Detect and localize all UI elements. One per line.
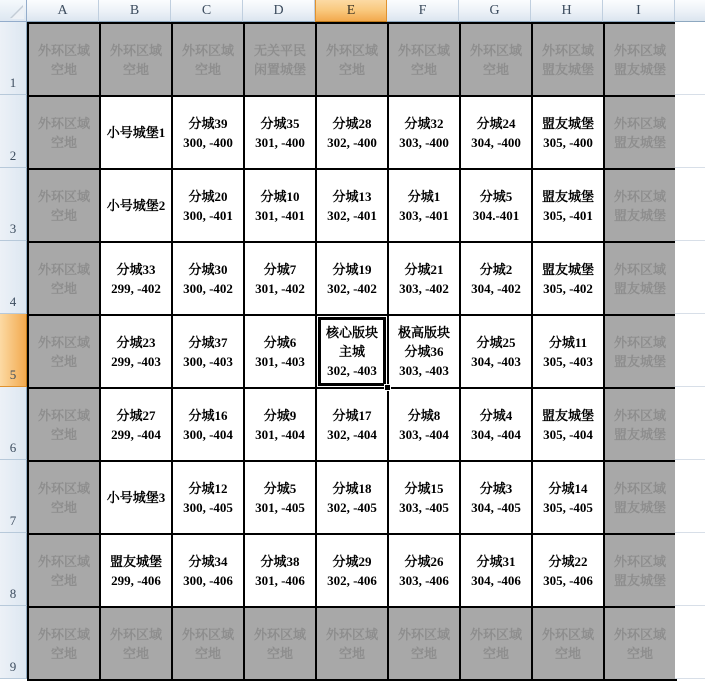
cell-J1[interactable] [675, 22, 705, 95]
cell-text: 外环区域 [253, 626, 306, 642]
cell-text: 空地 [482, 645, 509, 661]
cell-E9[interactable] [316, 607, 388, 680]
cell-E3[interactable] [316, 169, 388, 242]
cell-text: 空地 [50, 426, 77, 442]
cell-text: 304, -406 [471, 572, 521, 588]
cell-text: 盟友城堡 [613, 426, 666, 442]
cell-text: 分城35 [260, 115, 300, 131]
cell-text: 外环区域 [613, 42, 666, 58]
cell-A4[interactable] [28, 242, 100, 315]
cell-text: 盟友城堡 [613, 353, 666, 369]
cell-text: 301, -404 [255, 426, 305, 442]
cell-A5[interactable] [28, 315, 100, 388]
grid-table [27, 22, 677, 681]
cell-B5[interactable] [100, 315, 172, 388]
cell-text: 盟友城堡 [541, 261, 594, 277]
cell-I2[interactable] [604, 96, 676, 169]
cell-text: 分城37 [188, 334, 228, 350]
row-header-7[interactable]: 7 [0, 460, 27, 533]
cell-text: 外环区域 [325, 42, 378, 58]
cell-text: 外环区域 [37, 42, 90, 58]
cell-text: 299, -406 [111, 572, 161, 588]
cell-text: 302, -401 [327, 207, 377, 223]
cell-text: 分城34 [188, 553, 228, 569]
cell-text: 分城30 [188, 261, 228, 277]
cell-I5[interactable] [604, 315, 676, 388]
cell-F9[interactable] [388, 607, 460, 680]
column-header-A[interactable]: A [27, 0, 99, 22]
cell-text: 301, -400 [255, 134, 305, 150]
cell-text: 分城18 [332, 480, 372, 496]
cell-C3[interactable] [172, 169, 244, 242]
cell-text: 空地 [50, 61, 77, 77]
cell-text: 分城6 [263, 334, 297, 350]
row-header-3[interactable]: 3 [0, 168, 27, 241]
cell-text: 299, -402 [111, 280, 161, 296]
cell-J8[interactable] [675, 533, 705, 606]
cell-J3[interactable] [675, 168, 705, 241]
cell-E7[interactable] [316, 461, 388, 534]
cell-J9[interactable] [675, 606, 705, 679]
cell-text: 外环区域 [613, 261, 666, 277]
cell-text: 分城14 [548, 480, 588, 496]
cell-A3[interactable] [28, 169, 100, 242]
cell-C8[interactable] [172, 534, 244, 607]
cell-J5[interactable] [675, 314, 705, 387]
cell-text: 302, -404 [327, 426, 377, 442]
cell-F3[interactable] [388, 169, 460, 242]
cell-F6[interactable] [388, 388, 460, 461]
cell-text: 外环区域 [541, 626, 594, 642]
cell-text: 外环区域 [37, 553, 90, 569]
cell-A9[interactable] [28, 607, 100, 680]
cell-text: 盟友城堡 [541, 115, 594, 131]
cell-text: 305, -400 [543, 134, 593, 150]
cell-text: 外环区域 [613, 188, 666, 204]
cell-I7[interactable] [604, 461, 676, 534]
cell-text: 301, -403 [255, 353, 305, 369]
cell-text: 无关平民 [253, 42, 306, 58]
cell-text: 盟友城堡 [109, 553, 162, 569]
cell-text: 301, -406 [255, 572, 305, 588]
cell-text: 空地 [266, 645, 293, 661]
cell-text: 分城39 [188, 115, 228, 131]
cell-C1[interactable] [172, 23, 244, 96]
cell-text: 301, -405 [255, 499, 305, 515]
cell-text: 空地 [50, 572, 77, 588]
cell-text: 分城19 [332, 261, 372, 277]
column-header-B[interactable]: B [99, 0, 171, 22]
cell-text: 外环区域 [181, 42, 234, 58]
cell-text: 外环区域 [37, 626, 90, 642]
cell-I1[interactable] [604, 23, 676, 96]
cell-E8[interactable] [316, 534, 388, 607]
cell-text: 外环区域 [613, 480, 666, 496]
cell-I9[interactable] [604, 607, 676, 680]
cell-G2[interactable] [460, 96, 532, 169]
cell-text: 外环区域 [325, 626, 378, 642]
cell-text: 外环区域 [109, 42, 162, 58]
cell-D9[interactable] [244, 607, 316, 680]
cell-J6[interactable] [675, 387, 705, 460]
cell-text: 分城23 [116, 334, 156, 350]
cell-D1[interactable] [244, 23, 316, 96]
cell-text: 305, -405 [543, 499, 593, 515]
cell-G1[interactable] [460, 23, 532, 96]
table-row [28, 534, 676, 607]
cell-text: 外环区域 [181, 626, 234, 642]
cell-text: 空地 [194, 645, 221, 661]
select-all-triangle-icon [11, 6, 24, 19]
table-row [28, 315, 676, 388]
cell-text: 304.-401 [472, 207, 520, 223]
table-row [28, 461, 676, 534]
cell-text: 304, -404 [471, 426, 521, 442]
cell-text: 305, -406 [543, 572, 593, 588]
cell-D4[interactable] [244, 242, 316, 315]
cell-D3[interactable] [244, 169, 316, 242]
cell-text: 305, -404 [543, 426, 593, 442]
cell-D8[interactable] [244, 534, 316, 607]
cell-E4[interactable] [316, 242, 388, 315]
cell-text: 303, -406 [399, 572, 449, 588]
cell-text: 305, -401 [543, 207, 593, 223]
cell-G7[interactable] [460, 461, 532, 534]
cell-I4[interactable] [604, 242, 676, 315]
cell-text: 302, -406 [327, 572, 377, 588]
cell-text: 302, -405 [327, 499, 377, 515]
cell-text: 盟友城堡 [613, 61, 666, 77]
cell-H4[interactable] [532, 242, 604, 315]
cell-text: 分城28 [332, 115, 372, 131]
cell-text: 分城16 [188, 407, 228, 423]
cell-text: 外环区域 [37, 480, 90, 496]
cell-text: 外环区域 [613, 626, 666, 642]
cell-text: 302, -400 [327, 134, 377, 150]
cell-text: 303, -404 [399, 426, 449, 442]
cell-text: 盟友城堡 [613, 280, 666, 296]
column-header-D[interactable]: D [243, 0, 315, 22]
cell-text: 小号城堡1 [106, 125, 166, 140]
cell-text: 301, -401 [255, 207, 305, 223]
cell-B7[interactable] [100, 461, 172, 534]
cell-E1[interactable] [316, 23, 388, 96]
cell-text: 分城33 [116, 261, 156, 277]
cell-text: 盟友城堡 [541, 407, 594, 423]
cell-A8[interactable] [28, 534, 100, 607]
cell-text: 外环区域 [613, 407, 666, 423]
cell-H9[interactable] [532, 607, 604, 680]
cell-C2[interactable] [172, 96, 244, 169]
table-row [28, 169, 676, 242]
cell-text: 空地 [410, 61, 437, 77]
cell-text: 分城3 [479, 480, 513, 496]
cell-text: 299, -404 [111, 426, 161, 442]
cell-I3[interactable] [604, 169, 676, 242]
cell-text: 外环区域 [109, 626, 162, 642]
column-header-I[interactable]: I [603, 0, 675, 22]
cell-text: 空地 [50, 353, 77, 369]
cell-text: 分城11 [548, 334, 588, 350]
cell-text: 303, -401 [399, 207, 449, 223]
cell-G8[interactable] [460, 534, 532, 607]
cell-H8[interactable] [532, 534, 604, 607]
cell-text: 301, -402 [255, 280, 305, 296]
cell-C9[interactable] [172, 607, 244, 680]
table-row [28, 388, 676, 461]
cell-A1[interactable] [28, 23, 100, 96]
cell-G9[interactable] [460, 607, 532, 680]
cell-text: 空地 [410, 645, 437, 661]
column-header-partial[interactable] [675, 0, 705, 22]
cell-text: 305, -402 [543, 280, 593, 296]
column-headers [27, 0, 705, 22]
cell-text: 分城38 [260, 553, 300, 569]
cell-text: 分城32 [404, 115, 444, 131]
cell-text: 空地 [122, 61, 149, 77]
cell-text: 分城25 [476, 334, 516, 350]
cell-D7[interactable] [244, 461, 316, 534]
cell-I6[interactable] [604, 388, 676, 461]
cell-F8[interactable] [388, 534, 460, 607]
cell-text: 外环区域 [613, 115, 666, 131]
cell-text: 盟友城堡 [613, 572, 666, 588]
cell-text: 分城36 [404, 344, 444, 359]
cell-text: 空地 [50, 499, 77, 515]
cell-B2[interactable] [100, 96, 172, 169]
table-row [28, 242, 676, 315]
cell-text: 分城2 [479, 261, 513, 277]
cell-E5[interactable] [316, 315, 388, 388]
cell-text: 外环区域 [37, 407, 90, 423]
cell-text: 分城31 [476, 553, 516, 569]
cell-text: 空地 [338, 645, 365, 661]
cell-F1[interactable] [388, 23, 460, 96]
cell-D5[interactable] [244, 315, 316, 388]
cell-text: 空地 [554, 645, 581, 661]
cell-text: 外环区域 [469, 42, 522, 58]
cell-text: 分城12 [188, 480, 228, 496]
cell-text: 303, -402 [399, 280, 449, 296]
cell-text: 分城7 [263, 261, 297, 277]
cell-text: 304, -402 [471, 280, 521, 296]
cell-text: 分城13 [332, 188, 372, 204]
cell-F7[interactable] [388, 461, 460, 534]
cell-text: 300, -405 [183, 499, 233, 515]
cell-text: 300, -403 [183, 353, 233, 369]
cell-text: 分城8 [407, 407, 441, 423]
cell-text: 分城5 [263, 480, 297, 496]
cell-B8[interactable] [100, 534, 172, 607]
cell-B9[interactable] [100, 607, 172, 680]
column-header-H[interactable]: H [531, 0, 603, 22]
cell-B3[interactable] [100, 169, 172, 242]
grid-body [28, 23, 676, 680]
cell-text: 盟友城堡 [541, 61, 594, 77]
cell-D2[interactable] [244, 96, 316, 169]
cell-text: 分城24 [476, 115, 516, 131]
table-row [28, 607, 676, 680]
cell-text: 盟友城堡 [613, 207, 666, 223]
cell-D6[interactable] [244, 388, 316, 461]
cell-F5[interactable] [388, 315, 460, 388]
column-header-C[interactable]: C [171, 0, 243, 22]
cell-C4[interactable] [172, 242, 244, 315]
table-row [28, 96, 676, 169]
cell-text: 302, -403 [327, 363, 377, 378]
cell-H1[interactable] [532, 23, 604, 96]
cell-text: 分城4 [479, 407, 513, 423]
cell-A7[interactable] [28, 461, 100, 534]
cell-text: 空地 [50, 207, 77, 223]
row-header-5[interactable]: 5 [0, 314, 27, 387]
row-header-9[interactable]: 9 [0, 606, 27, 679]
cell-F4[interactable] [388, 242, 460, 315]
cell-text: 302, -402 [327, 280, 377, 296]
row-headers [0, 22, 27, 679]
cell-G4[interactable] [460, 242, 532, 315]
cell-text: 空地 [50, 645, 77, 661]
cell-C6[interactable] [172, 388, 244, 461]
cell-I8[interactable] [604, 534, 676, 607]
cell-text: 外环区域 [613, 334, 666, 350]
cell-text: 空地 [626, 645, 653, 661]
cell-text: 空地 [194, 61, 221, 77]
cell-text: 外环区域 [469, 626, 522, 642]
cell-text: 盟友城堡 [613, 499, 666, 515]
cell-text: 分城9 [263, 407, 297, 423]
cell-text: 分城10 [260, 188, 300, 204]
cell-text: 299, -403 [111, 353, 161, 369]
cell-text: 分城20 [188, 188, 228, 204]
column-header-E[interactable]: E [315, 0, 387, 22]
cell-text: 300, -404 [183, 426, 233, 442]
cell-text: 外环区域 [613, 553, 666, 569]
cell-text: 外环区域 [37, 334, 90, 350]
cell-text: 304, -403 [471, 353, 521, 369]
cell-G5[interactable] [460, 315, 532, 388]
cell-text: 分城22 [548, 553, 588, 569]
cell-text: 分城5 [479, 188, 513, 204]
cell-J7[interactable] [675, 460, 705, 533]
cell-H2[interactable] [532, 96, 604, 169]
cell-text: 空地 [50, 280, 77, 296]
cell-text: 空地 [122, 645, 149, 661]
table-row [28, 23, 676, 96]
cell-F2[interactable] [388, 96, 460, 169]
row-header-8[interactable]: 8 [0, 533, 27, 606]
cell-text: 分城17 [332, 407, 372, 423]
cell-text: 外环区域 [37, 115, 90, 131]
cell-text: 分城21 [404, 261, 444, 277]
cell-text: 外环区域 [397, 626, 450, 642]
cell-text: 小号城堡3 [106, 490, 166, 505]
cell-text: 分城27 [116, 407, 156, 423]
cell-text: 闲置城堡 [253, 61, 306, 77]
partial-column-j [675, 22, 705, 679]
cell-text: 300, -401 [183, 207, 233, 223]
cell-H3[interactable] [532, 169, 604, 242]
row-header-6[interactable]: 6 [0, 387, 27, 460]
cell-text: 极高版块 [397, 325, 450, 340]
column-header-F[interactable]: F [387, 0, 459, 22]
cell-text: 外环区域 [37, 261, 90, 277]
row-header-1[interactable]: 1 [0, 22, 27, 95]
cell-text: 空地 [482, 61, 509, 77]
cell-text: 分城15 [404, 480, 444, 496]
row-header-4[interactable]: 4 [0, 241, 27, 314]
cell-J2[interactable] [675, 95, 705, 168]
row-header-2[interactable]: 2 [0, 95, 27, 168]
cell-text: 304, -405 [471, 499, 521, 515]
cell-B6[interactable] [100, 388, 172, 461]
cell-text: 空地 [50, 134, 77, 150]
cell-text: 305, -403 [543, 353, 593, 369]
cell-text: 304, -400 [471, 134, 521, 150]
cell-text: 300, -400 [183, 134, 233, 150]
cell-text: 300, -406 [183, 572, 233, 588]
cell-text: 分城29 [332, 553, 372, 569]
cell-text: 分城26 [404, 553, 444, 569]
cell-G6[interactable] [460, 388, 532, 461]
cell-text: 小号城堡2 [106, 198, 166, 213]
cell-H6[interactable] [532, 388, 604, 461]
cell-E6[interactable] [316, 388, 388, 461]
cell-text: 核心版块 [325, 325, 378, 340]
cell-text: 分城1 [407, 188, 441, 204]
cell-B4[interactable] [100, 242, 172, 315]
cell-text: 303, -400 [399, 134, 449, 150]
cell-E2[interactable] [316, 96, 388, 169]
column-header-G[interactable]: G [459, 0, 531, 22]
cell-text: 303, -405 [399, 499, 449, 515]
cell-H5[interactable] [532, 315, 604, 388]
cell-A2[interactable] [28, 96, 100, 169]
cell-C5[interactable] [172, 315, 244, 388]
cell-text: 外环区域 [37, 188, 90, 204]
select-all-button[interactable] [0, 0, 27, 22]
cell-text: 盟友城堡 [613, 134, 666, 150]
cell-text: 303, -403 [399, 363, 449, 378]
cell-text: 300, -402 [183, 280, 233, 296]
cell-G3[interactable] [460, 169, 532, 242]
cell-text: 外环区域 [541, 42, 594, 58]
cell-text: 外环区域 [397, 42, 450, 58]
cell-text: 空地 [338, 61, 365, 77]
cell-B1[interactable] [100, 23, 172, 96]
cell-J4[interactable] [675, 241, 705, 314]
cell-text: 盟友城堡 [541, 188, 594, 204]
cell-H7[interactable] [532, 461, 604, 534]
cell-C7[interactable] [172, 461, 244, 534]
cell-A6[interactable] [28, 388, 100, 461]
cell-text: 主城 [338, 344, 365, 359]
